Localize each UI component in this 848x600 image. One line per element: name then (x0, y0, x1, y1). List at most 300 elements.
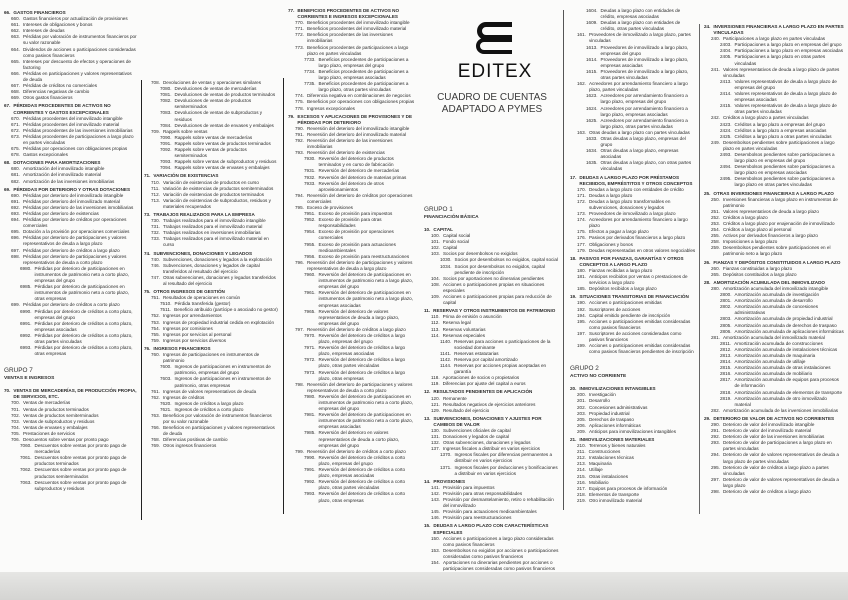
account-name: Créditos a largo plazo por enajenación de inmovilizado (722, 221, 835, 226)
account-name: Descuentos sobre ventas por pronto pago (22, 437, 109, 442)
account-code: 282. (711, 407, 720, 413)
account-name: Proveedores de inmovilizado a largo plazo, empresas del grupo (600, 44, 689, 56)
account-entry (704, 91, 844, 103)
account-name: Amortización acumulada de elementos de transporte (734, 389, 843, 395)
account-name: Acciones o participaciones emitidas consideradas como pasivos financieros (588, 318, 691, 330)
account-name: Deudas a largo plazo transformables en subvenciones, donaciones y legados (588, 198, 671, 210)
account-code: 709. (151, 128, 160, 134)
title-line: CUADRO DE CUENTAS (437, 92, 547, 103)
account-code: 7980. (304, 393, 316, 399)
account-name: Subvenciones, donaciones y legados a la explotación (162, 256, 273, 262)
group-heading (570, 373, 696, 380)
account-name: Intereses de deudas (22, 28, 65, 34)
account-name: Beneficios procedentes del inmovilizado material (306, 26, 407, 32)
account-code: 1370. (440, 452, 452, 458)
account-name: Valores representativos de deuda a largo plazo (722, 208, 819, 214)
account-name: Beneficios procedentes de participaciones a largo plazo en partes vinculadas (306, 44, 409, 56)
account-entry (704, 408, 844, 414)
account-code: 113. (431, 326, 440, 332)
account-code: 797. (295, 326, 304, 332)
account-name: BENEFICIOS PROCEDENTES DE ACTIVOS NO CORRIENTES E INGRESOS EXCEPCIONALES (297, 8, 400, 20)
account-code: 2811. (720, 340, 732, 346)
account-code: 774. (295, 93, 304, 99)
account-entry (704, 152, 844, 164)
account-code: 7510. (160, 301, 172, 307)
account-code: 1615. (586, 68, 598, 74)
account-name: Utillaje (588, 467, 603, 473)
account-name: Trabajos realizados para el inmovilizado intangible (162, 218, 266, 224)
account-code: 73. (144, 211, 151, 217)
account-code: 7093. (160, 159, 172, 165)
account-name: Pérdidas procedentes de participaciones a largo plazo en partes vinculadas (22, 133, 134, 145)
account-name: GASTOS FINANCIEROS (13, 10, 66, 15)
account-name: Variación de existencias de subproductos, residuos y materiales recuperados (162, 197, 271, 209)
account-name: Reserva legal (442, 320, 471, 326)
account-code: 1142. (440, 356, 452, 362)
account-column (4, 8, 138, 492)
account-code: 7094. (160, 165, 172, 171)
account-code: 176. (577, 235, 586, 241)
account-name: Equipos para procesos de información (588, 485, 668, 491)
account-code: 769. (151, 443, 160, 449)
account-name: Rappels sobre ventas de subproductos y residuos (174, 159, 277, 165)
account-entry (4, 345, 138, 357)
account-entry (570, 57, 696, 69)
account-entry (4, 266, 138, 284)
account-code: 759. (151, 337, 160, 343)
account-code: 197. (577, 330, 586, 336)
account-name: Amortización acumulada de desarrollo (734, 298, 813, 304)
account-name: Amortización acumulada de otro inmovilizado material (734, 395, 827, 407)
account-name: Beneficios procedentes de participaciones a largo plazo, empresas asociadas (318, 68, 409, 81)
account-code: 740. (151, 256, 160, 262)
account-code: 174. (577, 217, 586, 223)
account-entry (4, 103, 138, 115)
account-code: 773. (295, 44, 304, 50)
account-name: Reversión del deterioro de créditos a corto plazo, empresas del grupo (318, 454, 406, 466)
account-name: Reversión del deterioro de créditos a largo plazo, otras partes vinculadas (318, 357, 406, 369)
account-code: 7060. (20, 443, 32, 449)
account-name: Rappels sobre ventas de mercaderías (174, 134, 253, 140)
account-entry (570, 175, 696, 187)
account-name: Créditos a largo plazo a partes vinculadas (722, 115, 809, 121)
account-entry (288, 181, 416, 193)
account-name: Reversión del deterioro de créditos a corto plazo, otras empresas (318, 491, 406, 503)
account-code: 697. (11, 247, 20, 253)
account-code: 2803. (720, 316, 732, 322)
account-name: Beneficios procedentes de participaciones a largo plazo, empresas del grupo (318, 56, 409, 68)
editex-logo (440, 18, 550, 83)
account-column (570, 8, 696, 504)
account-code: 7082. (160, 98, 172, 104)
account-code: 6991. (20, 320, 32, 326)
account-entry (4, 309, 138, 321)
account-entry (570, 118, 696, 130)
account-name: Amortización acumulada del inmovilizado intangible (722, 285, 829, 291)
account-code: 212. (577, 455, 586, 461)
account-code: 705. (11, 430, 20, 436)
account-name: Beneficios procedentes de participaciones a largo plazo, otras partes vinculadas (318, 81, 409, 93)
account-name: Construcciones (588, 449, 621, 455)
account-entry (570, 45, 696, 57)
account-code: 1144. (440, 363, 452, 369)
account-entry (704, 54, 844, 66)
account-code: 664. (11, 46, 20, 52)
account-name: Ventas de envases y embalajes (22, 424, 88, 430)
account-name: Diferencia negativa en combinaciones de negocios (306, 93, 411, 99)
account-code: 2800. (720, 292, 732, 298)
account-entry (424, 465, 560, 477)
account-code: 145. (431, 509, 440, 515)
account-code: 7511. (160, 307, 172, 313)
account-name: GRUPO 1 (424, 206, 453, 213)
account-name: Suscriptores de acciones (588, 306, 641, 312)
account-name: Desembolsos pendientes sobre participaciones a largo plazo en otras partes vinculadas (734, 176, 835, 188)
account-name: Ingresos excepcionales (306, 105, 355, 111)
account-code: 7080. (160, 86, 172, 92)
account-entry (288, 32, 416, 44)
account-code: 153. (431, 547, 440, 553)
account-code: 2805. (720, 322, 732, 328)
account-name: Otras instalaciones (588, 473, 629, 479)
account-code: 154. (431, 559, 440, 565)
account-code: 104. (431, 275, 440, 281)
account-name: Intereses de obligaciones y bonos (22, 22, 93, 28)
account-name: Acciones o participaciones emitidas consideradas como pasivos financieros pendientes de inscripción (588, 343, 694, 355)
account-name: Beneficios por operaciones con obligaciones propias (306, 99, 415, 105)
account-name: Fondo social (442, 239, 469, 245)
account-code: 298. (711, 489, 720, 495)
account-name: Reservas para acciones o participaciones de la sociedad dominante (454, 338, 551, 350)
account-code: 114. (431, 332, 440, 338)
account-name: Otras deudas a largo plazo con partes vinculadas (588, 129, 690, 135)
account-code: 1624. (586, 105, 598, 111)
account-name: Créditos a largo plazo al personal (722, 227, 792, 233)
account-entry (288, 8, 416, 20)
account-name: Reversión del deterioro de créditos a largo plazo, otras empresas (318, 369, 406, 381)
account-code: 1604. (586, 8, 598, 13)
account-code: 10. (424, 227, 431, 232)
account-entry (704, 489, 844, 495)
account-name: Ingresos por comisiones (162, 325, 213, 331)
account-name: Otro inmovilizado material (588, 497, 643, 503)
account-name: Devoluciones de ventas de productos terminados (174, 92, 276, 98)
account-code: 670. (11, 115, 20, 121)
account-name: Diferencias positivas de cambio (162, 437, 228, 443)
account-code: 2404. (720, 48, 732, 54)
account-code: 199. (577, 343, 586, 349)
account-entry (4, 254, 138, 266)
account-name: Aplicaciones informáticas (588, 422, 641, 428)
account-code: 678. (11, 152, 20, 158)
account-code: 200. (577, 392, 586, 398)
account-name: Reversión del deterioro de materias primas (318, 174, 407, 180)
account-code: 661. (11, 22, 20, 28)
account-code: 76. (144, 345, 151, 351)
account-entry (288, 412, 416, 430)
account-code: 102. (431, 245, 440, 251)
account-code: 217. (577, 485, 586, 491)
account-code: 13. (424, 415, 431, 421)
account-entry (424, 523, 560, 535)
account-entry (704, 477, 844, 489)
account-code: 21. (570, 437, 577, 442)
account-entry (288, 467, 416, 479)
account-entry (288, 491, 416, 503)
account-name: Descuentos sobre ventas por pronto pago de productos terminados (34, 455, 127, 467)
account-name: Depósitos constituidos a largo plazo (722, 271, 797, 277)
account-code: 2405. (720, 54, 732, 60)
account-entry (288, 114, 416, 126)
account-code: 7733. (304, 56, 316, 62)
account-code: 706. (11, 437, 20, 442)
account-code: 7965. (304, 308, 316, 314)
account-name: Amortización acumulada de instalaciones técnicas (734, 346, 838, 352)
account-entry (704, 24, 844, 36)
account-name: Descuentos sobre ventas por pronto pago de subproductos y residuos (34, 479, 127, 491)
account-name: Gastos excepcionales (22, 152, 68, 158)
account-name: Pérdidas procedentes del inmovilizado material (22, 121, 120, 127)
account-name: Variación de existencias de productos terminados (162, 191, 264, 197)
account-code: 249. (711, 139, 720, 145)
account-code: 161. (577, 32, 586, 38)
account-code: 190. (577, 300, 586, 306)
account-name: Capital emitido pendiente de inscripción (588, 312, 671, 318)
account-name: Deudas a largo plazo con entidades de crédito (588, 186, 684, 192)
account-code: 110. (431, 314, 440, 320)
account-code: 733. (151, 236, 160, 242)
account-name: Reversión del deterioro de créditos a corto plazo, otras partes vinculadas (318, 479, 406, 491)
account-code: 146. (431, 515, 440, 521)
account-name: Capital social (442, 233, 471, 239)
account-entry (704, 452, 844, 464)
account-name: Instalaciones técnicas (588, 455, 634, 461)
account-name: Aportaciones de socios o propietarios (442, 375, 520, 381)
account-code: 768. (151, 437, 160, 443)
account-name: Devoluciones de ventas de subproductos y residuos (174, 110, 263, 122)
account-name: Desarrollo (588, 398, 610, 404)
account-entry (288, 272, 416, 290)
account-code: 1030. (440, 257, 452, 263)
account-name: Anticipos para inmovilizaciones intangibles (588, 428, 677, 434)
account-entry (288, 290, 416, 308)
account-entry (288, 57, 416, 69)
account-name: Obligaciones y bonos (588, 241, 633, 247)
account-entry (288, 455, 416, 467)
account-code: 712. (151, 191, 160, 197)
account-name: Proveedores de inmovilizado a largo plazo, partes vinculadas (588, 32, 691, 44)
account-name: Pérdidas por deterioro del inmovilizado intangible (22, 192, 124, 198)
account-code: 121. (431, 401, 440, 407)
account-name: Reversión del deterioro de créditos a corto plazo, empresas asociadas (318, 467, 406, 479)
account-entry (288, 309, 416, 327)
account-name: Reversión del deterioro de valores representativos de deuda a largo plazo, empresas del grupo (318, 308, 400, 326)
account-name: Ingresos de participaciones en instrumentos de patrimonio (162, 352, 260, 364)
account-name: Concesiones administrativas (588, 404, 648, 410)
account-code: 109. (431, 294, 440, 300)
account-name: Provisión para reestructuraciones (442, 515, 512, 521)
account-entry (570, 498, 696, 504)
account-name: Participaciones a largo plazo en otras partes vinculadas (734, 54, 826, 66)
account-code: 754. (151, 325, 160, 331)
account-name: Ingresos de participaciones en instrumentos de patrimonio, otras empresas (174, 376, 271, 388)
account-name: Ingresos por servicios al personal (162, 331, 232, 337)
account-code: 7932. (304, 174, 316, 180)
account-entry (424, 536, 560, 548)
account-name: Proveedores de inmovilizado a largo plazo (588, 211, 676, 217)
account-entry (4, 217, 138, 229)
account-code: 194. (577, 312, 586, 318)
account-name: Trabajos realizados en inversiones inmobiliarias (162, 230, 261, 236)
account-entry (4, 235, 138, 247)
group-heading (4, 375, 138, 382)
account-code: 7083. (160, 110, 172, 116)
account-name: Reversión del deterioro de participaciones y valores representativos de deuda a corto plazo (306, 381, 413, 393)
account-entry (4, 388, 138, 400)
account-entry (570, 429, 696, 435)
account-name: Exceso de provisión para impuestos (318, 211, 393, 217)
account-entry (570, 256, 696, 268)
account-code: 6992. (20, 332, 32, 338)
account-name: Amortización acumulada de las inversiones inmobiliarias (722, 407, 839, 413)
account-entry (570, 106, 696, 118)
account-name: Valores representativos de deuda a largo plazo de partes vinculadas (722, 66, 840, 78)
account-code: 692. (11, 204, 20, 210)
account-code: 173. (577, 211, 586, 217)
account-name: Trabajos realizados para el inmovilizado material en curso (162, 236, 269, 248)
account-entry (144, 352, 278, 364)
account-name: Derechos de traspaso (588, 416, 634, 422)
account-entry (570, 20, 696, 32)
account-code: 216. (577, 479, 586, 485)
account-name: Amortización acumulada de construcciones (734, 340, 823, 346)
account-entry (4, 467, 138, 479)
account-code: 703. (11, 418, 20, 424)
account-name: Reversión del deterioro de créditos a corto plazo (306, 448, 406, 454)
account-name: Deterioro de valor de créditos a largo plazo (722, 489, 811, 495)
account-name: Exceso de provisión para otras responsabilidades (318, 217, 382, 229)
account-code: 132. (431, 440, 440, 446)
account-code: 202. (577, 404, 586, 410)
account-entry (424, 548, 560, 560)
account-name: Subvenciones, donaciones y legados de capital transferidos al resultado del ejercicio (162, 262, 260, 274)
account-name: Amortización acumulada de utillaje (734, 359, 806, 365)
account-name: Ingresos de propiedad industrial cedida en explotación (162, 319, 275, 325)
account-name: Elementos de transporte (588, 491, 640, 497)
account-code: 730. (151, 218, 160, 224)
account-code: 293. (711, 440, 720, 446)
account-entry (4, 34, 138, 46)
account-name: Acreedores por arrendamiento financiero a largo plazo, partes vinculadas (588, 81, 688, 93)
account-name: Pérdidas por operaciones con obligaciones propias (22, 146, 128, 152)
account-name: Acciones o participaciones propias en situaciones especiales (442, 281, 545, 293)
account-code: 2414. (720, 91, 732, 97)
account-name: Proveedores de inmovilizado a largo plazo, empresas asociadas (600, 56, 689, 68)
account-code: 691. (11, 198, 20, 204)
account-name: Acreedores por arrendamiento financiero a largo plazo, empresas asociadas (600, 105, 688, 117)
account-name: Propiedad industrial (588, 410, 630, 416)
account-name: Ventas de subproductos y residuos (22, 418, 95, 424)
account-name: SUBVENCIONES, DONACIONES Y LEGADOS (153, 250, 253, 256)
account-code: 710. (151, 179, 160, 185)
account-name: Fianzas constituidas a largo plazo (722, 265, 793, 271)
account-code: 7090. (160, 134, 172, 140)
account-code: 675. (11, 146, 20, 152)
account-code: 7603. (160, 376, 172, 382)
account-entry (570, 8, 696, 20)
account-name: Reserva por capital amortizado (454, 356, 518, 362)
account-name: Pérdida transferida (gestor) (174, 301, 231, 307)
account-code: 1371. (440, 464, 452, 470)
account-name: Reversión del deterioro de las inversiones inmobiliarias (306, 137, 393, 150)
account-code: 753. (151, 319, 160, 325)
account-name: Resultados negativos de ejercicios anteriores (442, 401, 536, 407)
account-name: Mobiliario (588, 479, 609, 485)
account-code: 694. (11, 217, 20, 223)
account-column (144, 80, 278, 450)
account-name: Pérdidas de créditos no comerciales (22, 83, 98, 89)
account-code: 799. (295, 448, 304, 454)
account-name: Pérdidas procedentes del inmovilizado intangible (22, 115, 123, 121)
account-code: 67. (4, 103, 11, 109)
account-code: 7970. (304, 332, 316, 338)
account-name: Provisión para impuestos (442, 484, 495, 490)
account-code: 206. (577, 422, 586, 428)
account-code: 7062. (20, 467, 32, 473)
account-code: 77. (288, 8, 295, 13)
account-code: 1634. (586, 148, 598, 154)
account-code: 795. (295, 205, 304, 210)
account-name: Rappels sobre ventas de envases y embalajes (174, 165, 270, 171)
account-name: Acreedores por arrendamiento financiero a largo plazo, empresas del grupo (600, 93, 688, 105)
account-name: Créditos a largo plazo a otras partes vinculadas (734, 133, 832, 139)
account-name: Ingresos de créditos a corto plazo (174, 406, 244, 412)
account-name: Exceso de provisión por operaciones comerciales (318, 229, 394, 241)
account-entry (288, 156, 416, 168)
account-code: 790. (295, 125, 304, 131)
account-code: 163. (577, 129, 586, 135)
account-code: 281. (711, 334, 720, 340)
account-code: 7991. (304, 467, 316, 473)
account-code: 20. (570, 386, 577, 392)
account-code: 180. (577, 267, 586, 273)
account-name: Ingresos de participaciones en instrumentos de patrimonio, empresas del grupo (174, 364, 271, 376)
account-entry (288, 345, 416, 357)
account-name: Devoluciones de ventas de envases y embalajes (174, 122, 274, 128)
account-name: Exceso de provisiones (306, 205, 353, 210)
account-code: 700. (11, 400, 20, 406)
brand-name: EDITEX (457, 61, 533, 82)
account-code: 6990. (20, 308, 32, 314)
account-name: VENTAS E INGRESOS (4, 376, 55, 382)
account-name: Pérdidas en participaciones y valores representativos de deuda (22, 70, 132, 83)
account-code: 1635. (586, 160, 598, 166)
account-code: 74. (144, 250, 151, 256)
account-entry (144, 413, 278, 425)
account-code: 6985. (20, 284, 32, 290)
account-name: Maquinaria (588, 461, 612, 467)
account-code: 2814. (720, 359, 732, 365)
account-code: 205. (577, 416, 586, 422)
account-name: Intereses por descuento de efectos y operaciones de factoring (22, 58, 131, 70)
account-code: 761. (151, 388, 160, 394)
group-heading (570, 365, 696, 373)
account-name: Reservas voluntarias (442, 326, 486, 332)
account-code: 7973. (304, 369, 316, 375)
account-code: 708. (151, 80, 160, 85)
account-code: 7931. (304, 168, 316, 174)
account-name: Reversión del deterioro de participaciones en instrumentos de patrimonio neto a corto plazo, empresas del grupo (318, 393, 413, 412)
